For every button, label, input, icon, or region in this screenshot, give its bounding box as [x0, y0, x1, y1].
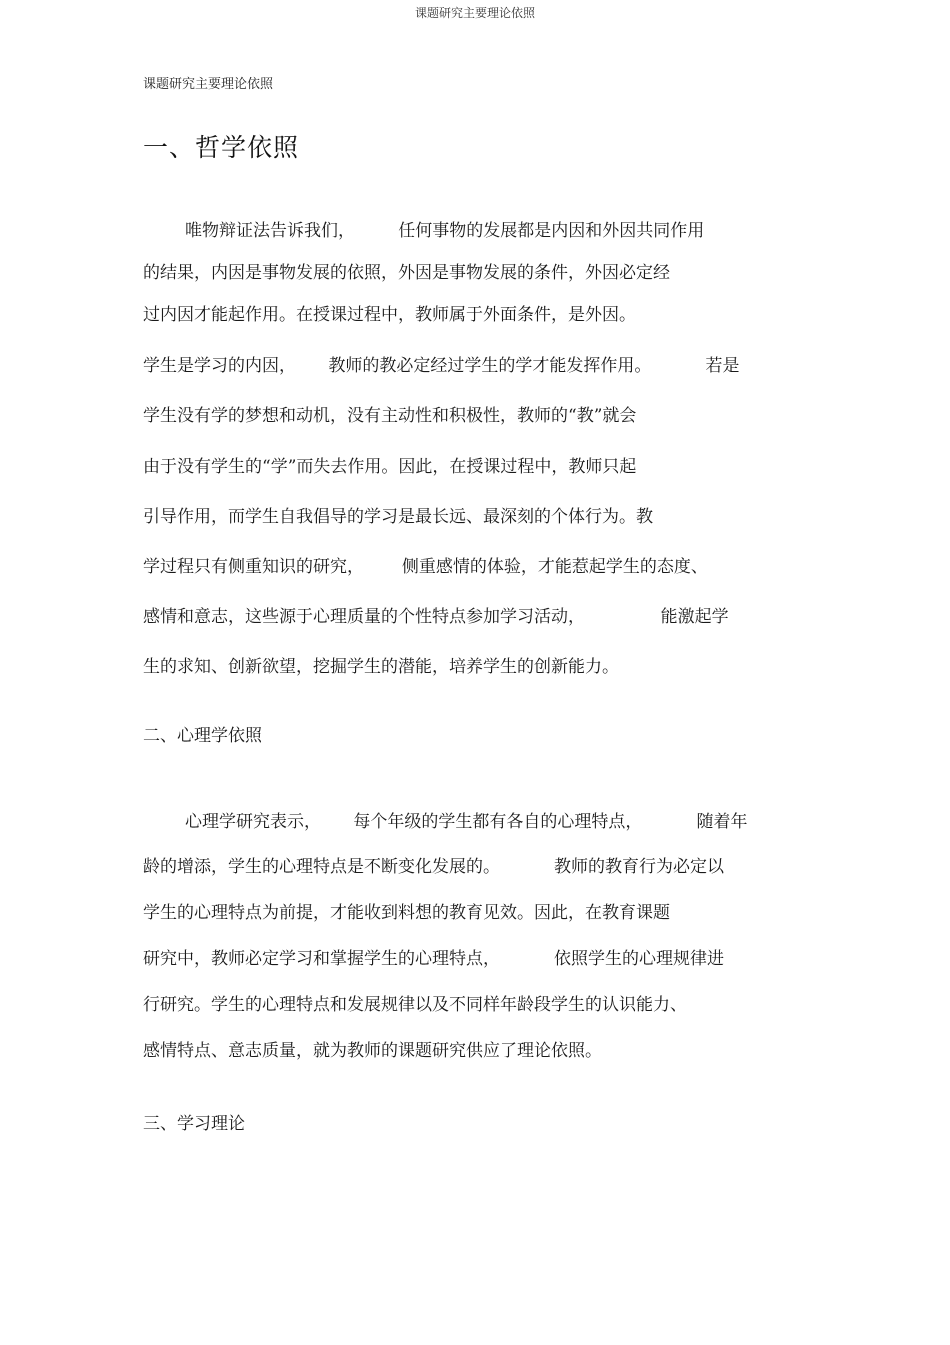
paragraph-line: 过内因才能起作用。在授课过程中，教师属于外面条件，是外因。 [143, 305, 636, 325]
section-2-heading: 二、心理学依照 [143, 726, 262, 746]
section-3-heading: 三、学习理论 [143, 1114, 245, 1134]
paragraph-line: 心理学研究表示， 每个年级的学生都有各自的心理特点， 随着年 [185, 812, 748, 832]
document-title: 课题研究主要理论依照 [143, 77, 274, 92]
paragraph-line: 学生的心理特点为前提，才能收到料想的教育见效。因此，在教育课题 [143, 903, 670, 923]
paragraph-line: 由于没有学生的“学”而失去作用。因此，在授课过程中，教师只起 [143, 457, 637, 477]
paragraph-line: 引导作用，而学生自我倡导的学习是最长远、最深刻的个体行为。教 [143, 507, 653, 527]
paragraph-line: 学过程只有侧重知识的研究， 侧重感情的体验，才能惹起学生的态度、 [143, 557, 708, 577]
paragraph-line: 学生没有学的梦想和动机，没有主动性和积极性，教师的“教”就会 [143, 406, 637, 426]
paragraph-line: 研究中，教师必定学习和掌握学生的心理特点， 依照学生的心理规律进 [143, 949, 725, 969]
paragraph-line: 唯物辩证法告诉我们， 任何事物的发展都是内因和外因共同作用 [185, 221, 705, 241]
paragraph-line: 生的求知、创新欲望，挖掘学生的潜能，培养学生的创新能力。 [143, 657, 619, 677]
section-1-heading: 一、哲学依照 [143, 133, 300, 162]
paragraph-line: 感情和意志，这些源于心理质量的个性特点参加学习活动， 能激起学 [143, 607, 729, 627]
paragraph-line: 龄的增添，学生的心理特点是不断变化发展的。 教师的教育行为必定以 [143, 857, 725, 877]
paragraph-line: 学生是学习的内因， 教师的教必定经过学生的学才能发挥作用。 若是 [143, 356, 740, 376]
paragraph-line: 行研究。学生的心理特点和发展规律以及不同样年龄段学生的认识能力、 [143, 995, 687, 1015]
paragraph-line: 的结果，内因是事物发展的依照，外因是事物发展的条件，外因必定经 [143, 263, 670, 283]
running-header: 课题研究主要理论依照 [414, 6, 535, 20]
paragraph-line: 感情特点、意志质量，就为教师的课题研究供应了理论依照。 [143, 1041, 602, 1061]
